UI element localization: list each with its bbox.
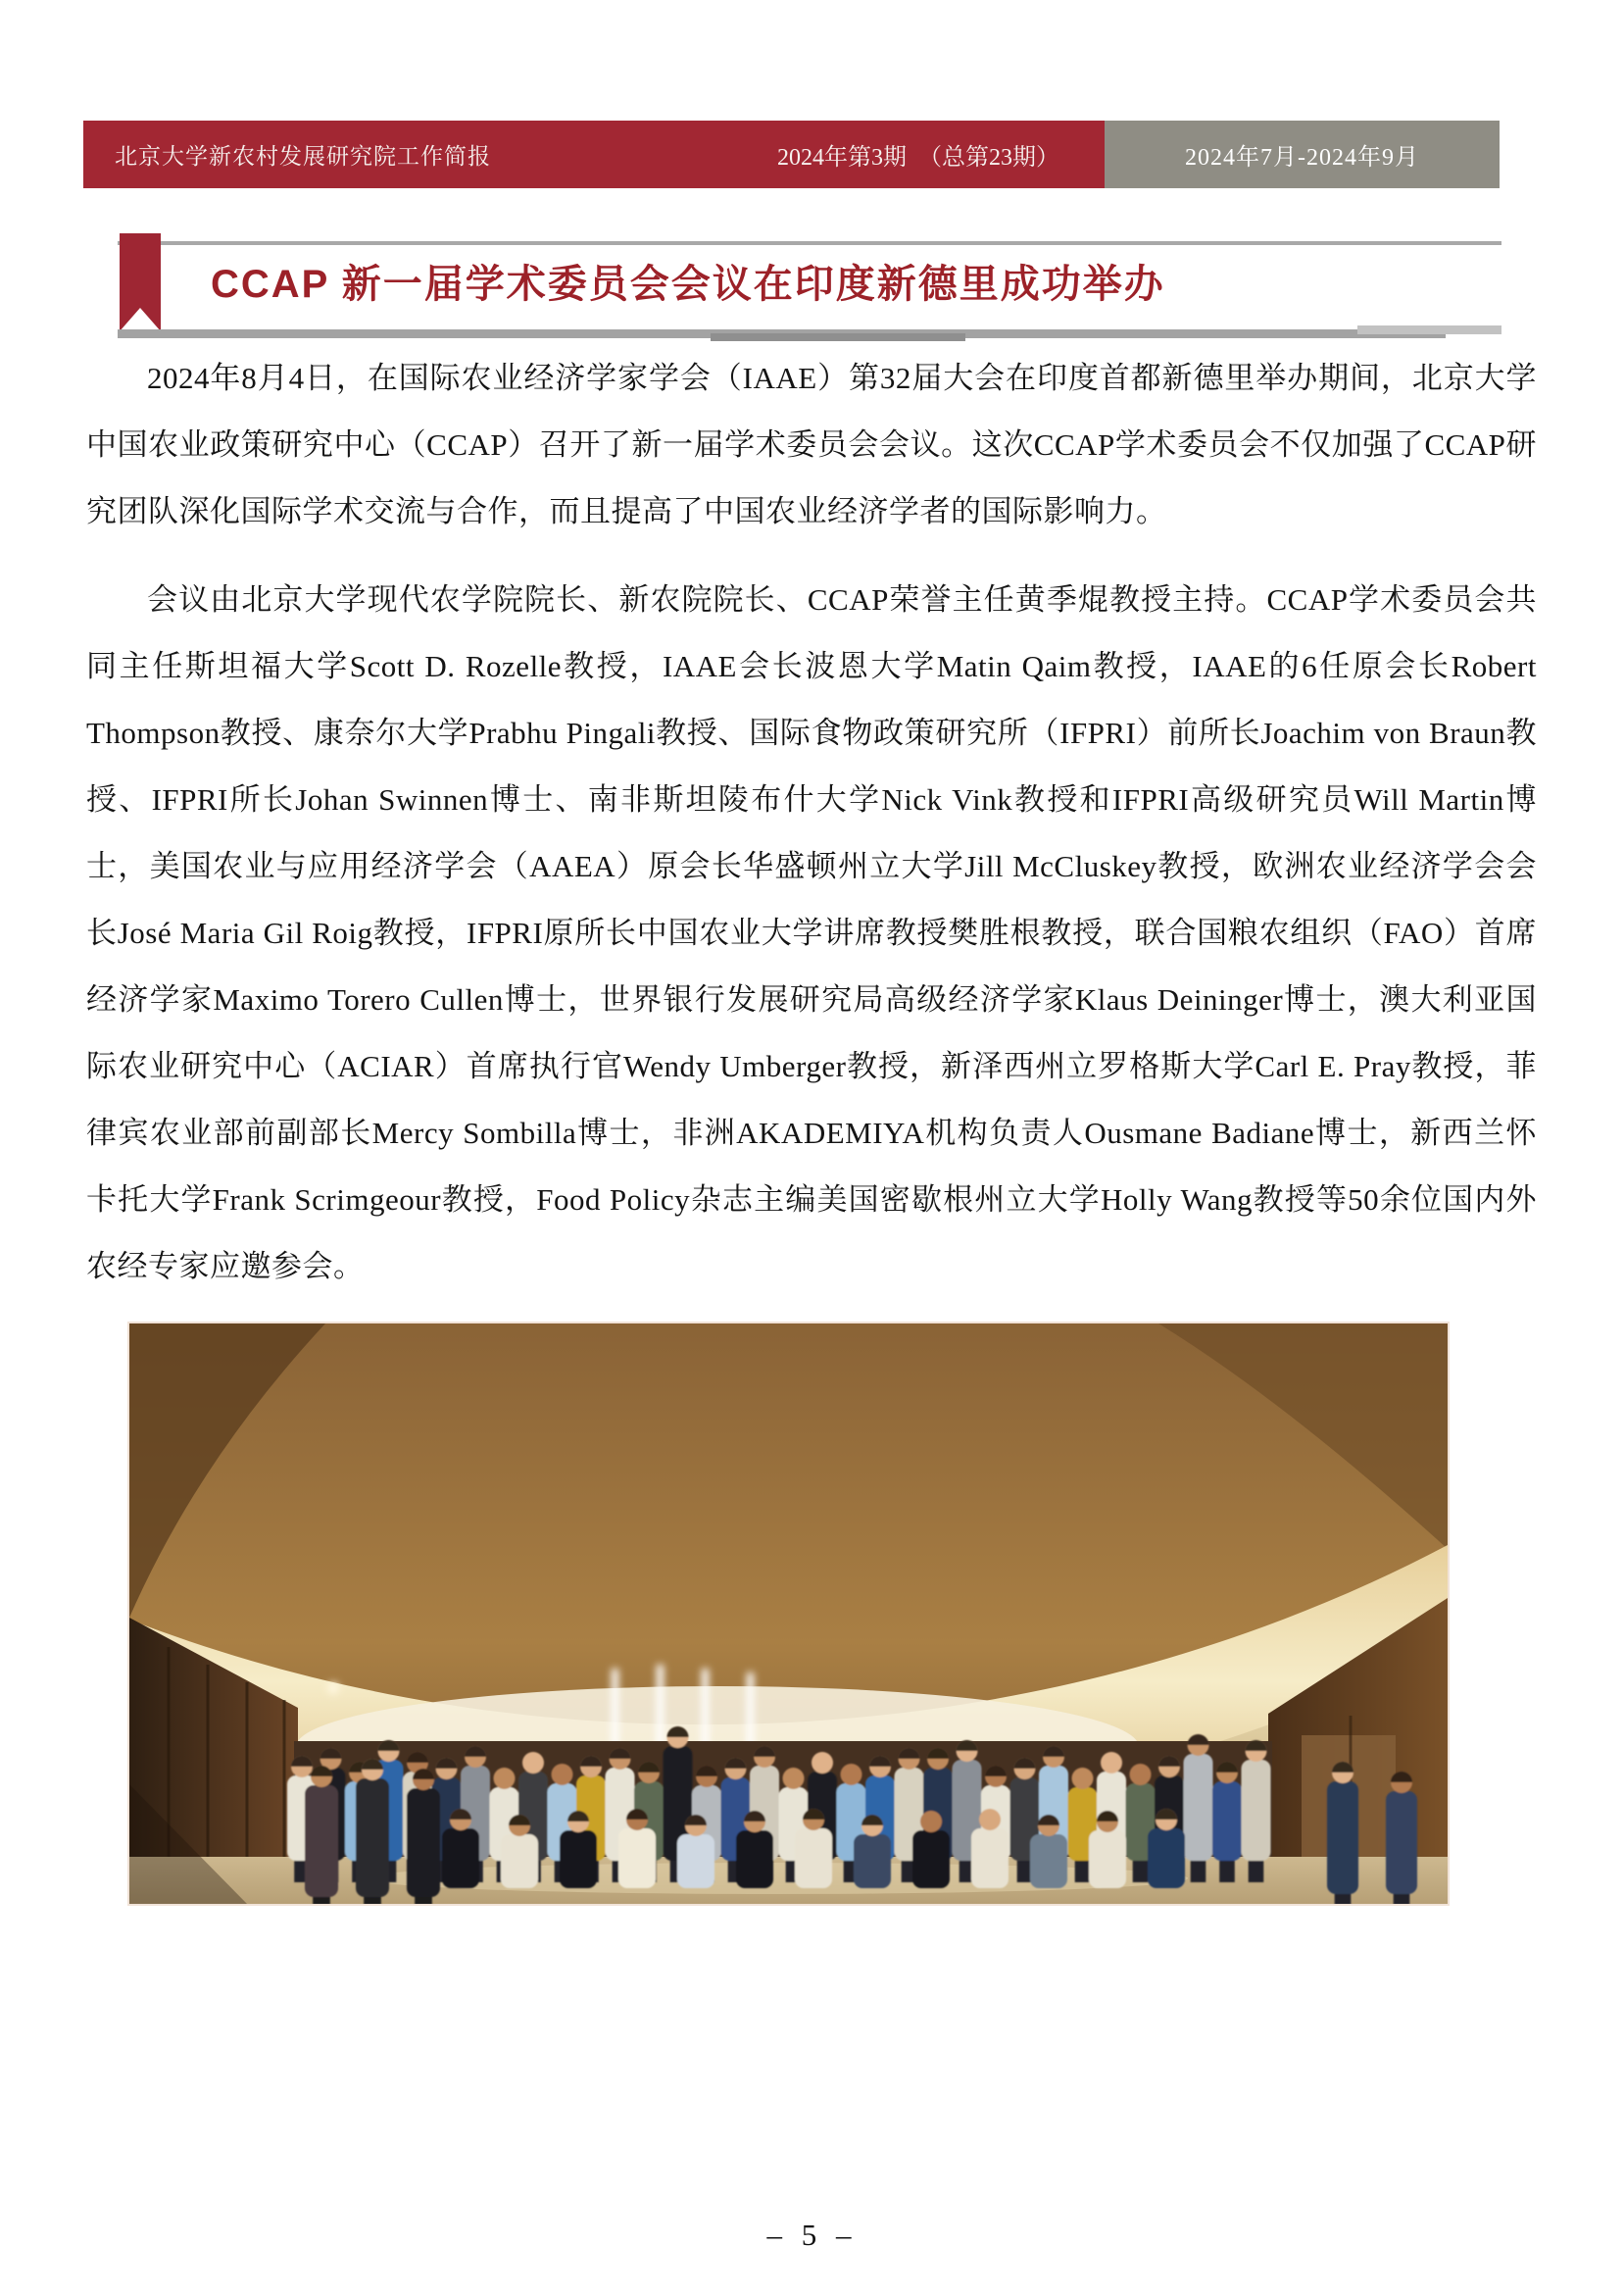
- article-title: CCAP 新一届学术委员会会议在印度新德里成功举办: [211, 263, 1165, 306]
- group-photo: [127, 1322, 1450, 1906]
- paragraph-2: 会议由北京大学现代农学院院长、新农院院长、CCAP荣誉主任黄季焜教授主持。CCAP学术委员会共同主任斯坦福大学Scott D. Rozelle教授，IAAE会长波恩大学Matin Qaim教授，IAAE的6任原会长Robert Thompson教授、康奈尔大学Prabhu Pingali教授、国际食物政策研究所（IFPRI）前所长Joachim von Braun教授、IFPRI所长Johan Swinnen博士、南非斯坦陵布什大学Nick Vink教授和IFPRI高级研究员Will Martin博士，美国农业与应用经济学会（AAEA）原会长华盛顿州立大学Jill McCluskey教授，欧洲农业经济学会会长José Maria Gil Roig教授，IFPRI原所长中国农业大学讲席教授樊胜根教授，联合国粮农组织（FAO）首席经济学家Maximo Torero Cullen博士，世界银行发展研究局高级经济学家Klaus Deininger博士，澳大利亚国际农业研究中心（ACIAR）首席执行官Wendy Umberger教授，新泽西州立罗格斯大学Carl E. Pray教授，菲律宾农业部前副部长Mercy Sombilla博士，非洲AKADEMIYA机构负责人Ousmane Badiane博士，新西兰怀卡托大学Frank Scrimgeour教授，Food Policy杂志主编美国密歇根州立大学Holly Wang教授等50余位国内外农经专家应邀参会。: [86, 582, 1537, 1283]
- article-body: [86, 345, 1537, 1906]
- page-footer: [0, 2218, 1624, 2253]
- bookmark-ribbon-icon: [120, 233, 161, 331]
- title-rule-top: [118, 241, 1501, 245]
- article-title-block: [83, 231, 1541, 341]
- page-number: – 5 –: [766, 2218, 858, 2252]
- masthead: [83, 121, 1500, 188]
- paragraph-1: 2024年8月4日，在国际农业经济学家学会（IAAE）第32届大会在印度首都新德里举办期间，北京大学中国农业政策研究中心（CCAP）召开了新一届学术委员会会议。这次CCAP学术委员会不仅加强了CCAP研究团队深化国际学术交流与合作，而且提高了中国农业经济学者的国际影响力。: [86, 361, 1537, 528]
- masthead-title: 北京大学新农村发展研究院工作简报: [115, 144, 491, 169]
- masthead-issue: 2024年第3期 （总第23期）: [777, 145, 1059, 171]
- masthead-date-range: 2024年7月-2024年9月: [1105, 121, 1500, 188]
- title-rule-bottom-light: [1357, 325, 1501, 334]
- masthead-red-band: [83, 121, 1105, 188]
- title-rule-bottom-shade: [711, 333, 965, 341]
